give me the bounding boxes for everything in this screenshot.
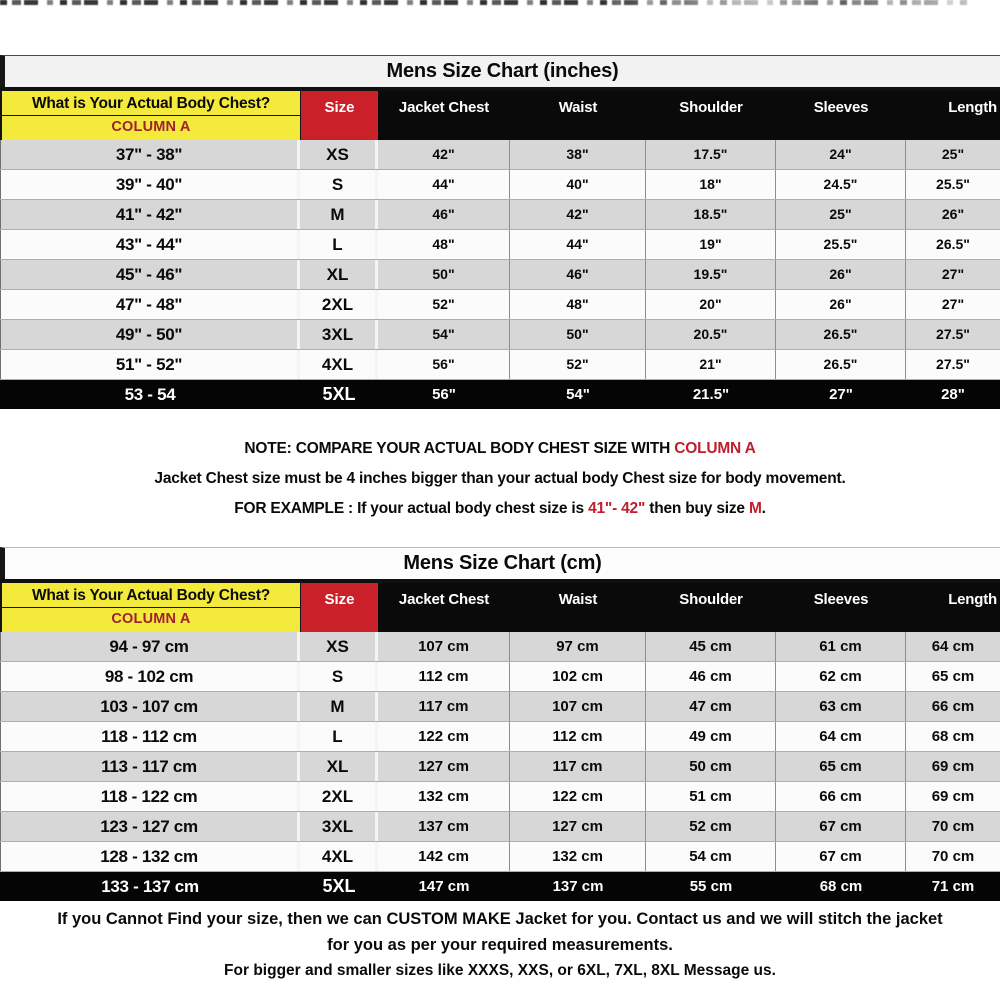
- cropped-text-remnant: [0, 0, 970, 5]
- note-line-3-mid: then buy size: [645, 500, 749, 517]
- table-cell: 107 cm: [378, 632, 510, 661]
- custom-make-footer: [0, 906, 1000, 984]
- table-cell: 46 cm: [646, 662, 776, 691]
- shoulder-header: Shoulder: [679, 99, 743, 116]
- size-notes: [0, 434, 1000, 524]
- column-a-label: COLUMN A: [111, 611, 191, 627]
- table-cell: 27": [941, 296, 965, 312]
- table-cell: 25.5": [776, 230, 906, 259]
- table-cell: 37" - 38": [0, 140, 300, 169]
- table-cell: 70 cm: [931, 818, 975, 835]
- table-cell: 19.5": [646, 260, 776, 289]
- table-cell: 147 cm: [418, 878, 470, 895]
- table-cell: 69 cm: [931, 758, 975, 775]
- table-cell: 50": [510, 320, 646, 349]
- table-cell: 68 cm: [819, 878, 863, 895]
- table-cell: 40": [510, 170, 646, 199]
- table-cell: 64 cm: [931, 638, 975, 655]
- table-cell: 122 cm: [510, 782, 646, 811]
- table-cell: 27.5": [936, 356, 970, 372]
- table-cell: 62 cm: [776, 662, 906, 691]
- table-cell: 65 cm: [931, 668, 975, 685]
- table-cell: M: [300, 200, 378, 229]
- note-line-1: [0, 434, 1000, 464]
- inches-size-table: [0, 87, 1000, 409]
- note-line-2: Jacket Chest size must be 4 inches bigger than your actual body Chest size for body movement.: [154, 470, 846, 487]
- table-cell: 27": [829, 386, 853, 403]
- table-cell: 132 cm: [378, 782, 510, 811]
- sleeves-header: Sleeves: [813, 99, 869, 116]
- table-cell: 102 cm: [510, 662, 646, 691]
- table-cell: 137 cm: [552, 878, 604, 895]
- table-row: [0, 260, 1000, 290]
- table-cell: 118 - 112 cm: [0, 722, 300, 751]
- table-cell: 66 cm: [776, 782, 906, 811]
- cm-size-table: [0, 579, 1000, 901]
- table-cell: 42": [510, 200, 646, 229]
- table-cell: 47 cm: [646, 692, 776, 721]
- table-row: [0, 200, 1000, 230]
- table-cell: 142 cm: [378, 842, 510, 871]
- table-row: [0, 872, 1000, 901]
- table-cell: 45 cm: [646, 632, 776, 661]
- table-cell: 67 cm: [776, 812, 906, 841]
- jacket-chest-header: Jacket Chest: [398, 99, 490, 116]
- table-cell: 38": [510, 140, 646, 169]
- table-cell: 26.5": [776, 320, 906, 349]
- table-cell: 39" - 40": [0, 170, 300, 199]
- table-cell: 117 cm: [378, 692, 510, 721]
- table-cell: 133 - 137 cm: [101, 877, 199, 896]
- sleeves-header: Sleeves: [813, 591, 869, 608]
- note-line-3-period: .: [761, 500, 766, 517]
- table-cell: XL: [300, 752, 378, 781]
- table-cell: 4XL: [300, 350, 378, 379]
- table-cell: 5XL: [322, 384, 356, 404]
- table-row: [0, 842, 1000, 872]
- table-cell: 42": [378, 140, 510, 169]
- table-cell: 5XL: [322, 876, 356, 896]
- note-line-3: [0, 494, 1000, 524]
- table-cell: 94 - 97 cm: [0, 632, 300, 661]
- table-cell: L: [300, 722, 378, 751]
- length-header: Length: [948, 99, 997, 116]
- table-row: [0, 722, 1000, 752]
- table-cell: 20.5": [646, 320, 776, 349]
- table-cell: 46": [378, 200, 510, 229]
- table-cell: 26.5": [936, 236, 970, 252]
- table-cell: 18": [646, 170, 776, 199]
- inches-table-body: [0, 140, 1000, 409]
- table-cell: 44": [378, 170, 510, 199]
- length-header: Length: [948, 591, 997, 608]
- table-cell: 52": [510, 350, 646, 379]
- table-row: [0, 662, 1000, 692]
- table-cell: S: [300, 170, 378, 199]
- table-cell: 128 - 132 cm: [0, 842, 300, 871]
- cm-table-body: [0, 632, 1000, 901]
- table-cell: 45" - 46": [0, 260, 300, 289]
- table-cell: 68 cm: [931, 728, 975, 745]
- waist-header: Waist: [558, 591, 598, 608]
- table-cell: 51" - 52": [0, 350, 300, 379]
- table-cell: 54 cm: [646, 842, 776, 871]
- table-cell: 21.5": [692, 386, 730, 403]
- chest-question-cell: [0, 583, 300, 632]
- table-cell: 56": [378, 350, 510, 379]
- table-cell: 25": [776, 200, 906, 229]
- table-row: [0, 692, 1000, 722]
- table-row: [0, 350, 1000, 380]
- note-line-1-text: NOTE: COMPARE YOUR ACTUAL BODY CHEST SIZE WITH: [244, 440, 675, 457]
- table-cell: 49 cm: [646, 722, 776, 751]
- table-cell: 98 - 102 cm: [0, 662, 300, 691]
- table-cell: 66 cm: [931, 698, 975, 715]
- chest-question-cell: [0, 91, 300, 140]
- cm-chart-title: Mens Size Chart (cm): [0, 547, 1000, 579]
- table-cell: 26": [941, 206, 965, 222]
- table-row: [0, 230, 1000, 260]
- table-cell: 71 cm: [931, 878, 975, 895]
- table-row: [0, 752, 1000, 782]
- table-cell: 27": [941, 266, 965, 282]
- table-cell: 54": [378, 320, 510, 349]
- table-cell: 50": [378, 260, 510, 289]
- table-row: [0, 170, 1000, 200]
- table-cell: 48": [510, 290, 646, 319]
- table-cell: 17.5": [646, 140, 776, 169]
- table-cell: 67 cm: [776, 842, 906, 871]
- table-cell: 46": [510, 260, 646, 289]
- measurement-headers: [378, 91, 1000, 140]
- jacket-chest-header: Jacket Chest: [398, 591, 490, 608]
- measurement-headers: [378, 583, 1000, 632]
- table-cell: 20": [646, 290, 776, 319]
- table-cell: L: [300, 230, 378, 259]
- table-cell: 54": [566, 386, 590, 403]
- table-cell: 63 cm: [776, 692, 906, 721]
- table-cell: 3XL: [300, 320, 378, 349]
- table-cell: 53 - 54: [124, 385, 176, 404]
- table-cell: 118 - 122 cm: [0, 782, 300, 811]
- footer-line-2: for you as per your required measurements.: [327, 936, 673, 954]
- table-cell: 122 cm: [378, 722, 510, 751]
- table-cell: XS: [300, 140, 378, 169]
- table-cell: 4XL: [300, 842, 378, 871]
- inches-chart-title: Mens Size Chart (inches): [0, 55, 1000, 87]
- table-cell: 26.5": [776, 350, 906, 379]
- footer-line-1: If you Cannot Find your size, then we can CUSTOM MAKE Jacket for you. Contact us and we will stitch the jacket: [57, 910, 943, 928]
- table-cell: 21": [646, 350, 776, 379]
- table-cell: 48": [378, 230, 510, 259]
- table-row: [0, 140, 1000, 170]
- table-cell: 65 cm: [776, 752, 906, 781]
- table-cell: 55 cm: [689, 878, 733, 895]
- table-cell: 19": [646, 230, 776, 259]
- table-cell: 137 cm: [378, 812, 510, 841]
- table-cell: 25.5": [936, 176, 970, 192]
- table-cell: 112 cm: [510, 722, 646, 751]
- table-cell: 112 cm: [378, 662, 510, 691]
- table-cell: 24": [776, 140, 906, 169]
- table-row: [0, 632, 1000, 662]
- table-cell: 2XL: [300, 290, 378, 319]
- table-cell: 132 cm: [510, 842, 646, 871]
- table-row: [0, 782, 1000, 812]
- table-cell: 56": [432, 386, 456, 403]
- size-header-cell: Size: [300, 583, 378, 632]
- table-cell: 61 cm: [776, 632, 906, 661]
- table-row: [0, 320, 1000, 350]
- table-cell: 27.5": [936, 326, 970, 342]
- table-cell: 50 cm: [646, 752, 776, 781]
- table-cell: 18.5": [646, 200, 776, 229]
- table-row: [0, 380, 1000, 409]
- table-cell: 28": [941, 386, 965, 403]
- table-cell: 64 cm: [776, 722, 906, 751]
- table-cell: 52": [378, 290, 510, 319]
- inches-table-header: [0, 91, 1000, 140]
- table-cell: 49" - 50": [0, 320, 300, 349]
- table-cell: 24.5": [776, 170, 906, 199]
- table-cell: 41" - 42": [0, 200, 300, 229]
- table-cell: 113 - 117 cm: [0, 752, 300, 781]
- cm-table-header: [0, 583, 1000, 632]
- shoulder-header: Shoulder: [679, 591, 743, 608]
- note-column-a-highlight: COLUMN A: [674, 440, 756, 457]
- note-size-m-highlight: M: [748, 500, 762, 517]
- table-cell: 2XL: [300, 782, 378, 811]
- table-cell: 123 - 127 cm: [0, 812, 300, 841]
- table-cell: 43" - 44": [0, 230, 300, 259]
- size-header-cell: Size: [300, 91, 378, 140]
- table-cell: 117 cm: [510, 752, 646, 781]
- note-size-range-highlight: 41"- 42": [588, 500, 646, 517]
- table-cell: XS: [300, 632, 378, 661]
- note-line-3-text: FOR EXAMPLE : If your actual body chest size is: [234, 500, 589, 517]
- table-cell: 97 cm: [510, 632, 646, 661]
- table-row: [0, 812, 1000, 842]
- table-cell: 26": [776, 290, 906, 319]
- table-cell: 103 - 107 cm: [0, 692, 300, 721]
- table-cell: M: [300, 692, 378, 721]
- table-cell: 127 cm: [378, 752, 510, 781]
- table-cell: 26": [776, 260, 906, 289]
- table-cell: 51 cm: [646, 782, 776, 811]
- table-cell: 3XL: [300, 812, 378, 841]
- table-cell: XL: [300, 260, 378, 289]
- waist-header: Waist: [558, 99, 598, 116]
- table-cell: 44": [510, 230, 646, 259]
- table-cell: 52 cm: [646, 812, 776, 841]
- footer-line-3: For bigger and smaller sizes like XXXS, XXS, or 6XL, 7XL, 8XL Message us.: [224, 962, 776, 979]
- table-cell: 127 cm: [510, 812, 646, 841]
- column-a-label: COLUMN A: [111, 119, 191, 135]
- chest-question-label: What is Your Actual Body Chest?: [2, 583, 300, 608]
- table-cell: 47" - 48": [0, 290, 300, 319]
- table-row: [0, 290, 1000, 320]
- table-cell: 69 cm: [931, 788, 975, 805]
- table-cell: 107 cm: [510, 692, 646, 721]
- table-cell: 25": [941, 146, 965, 162]
- table-cell: S: [300, 662, 378, 691]
- chest-question-label: What is Your Actual Body Chest?: [2, 91, 300, 116]
- table-cell: 70 cm: [931, 848, 975, 865]
